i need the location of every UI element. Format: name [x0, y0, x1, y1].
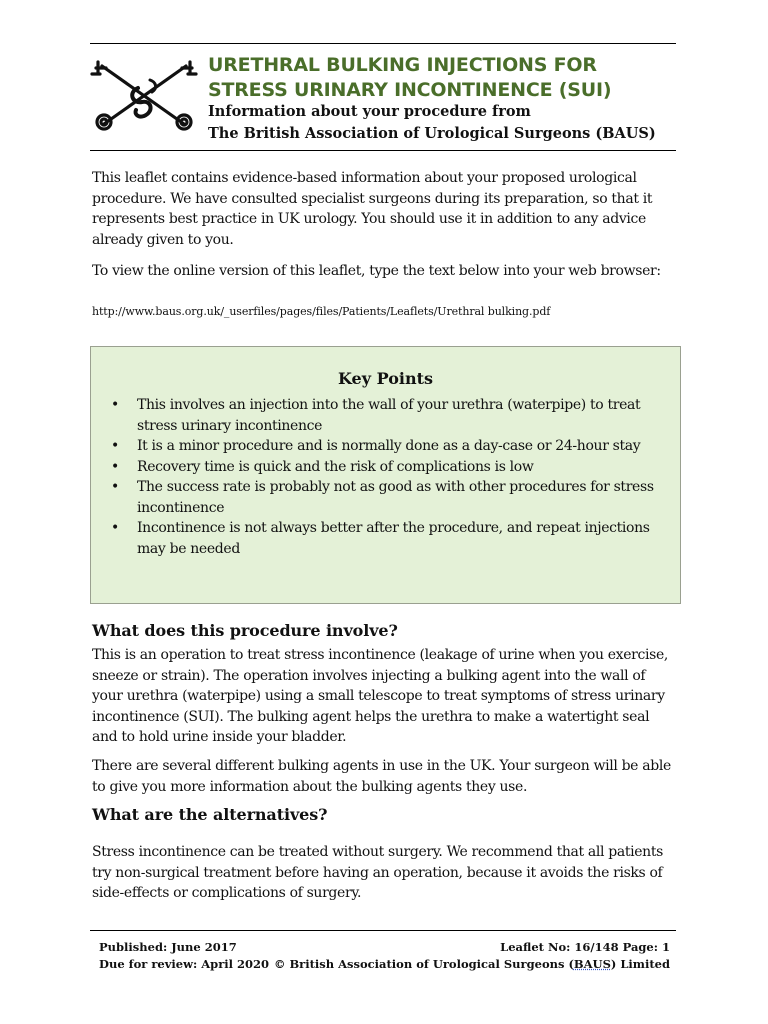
section-heading-procedure: What does this procedure involve? — [92, 621, 398, 640]
key-point-text: Incontinence is not always better after the procedure, and repeat injections may be needed — [137, 520, 650, 557]
subtitle-line-2: The British Association of Urological Surgeons (BAUS) — [208, 125, 656, 142]
bullet-icon: • — [111, 438, 119, 454]
bullet-icon: • — [111, 458, 119, 475]
procedure-paragraph-2: There are several different bulking agents in use in the UK. Your surgeon will be able to give you more information about the bulking agents they use. — [92, 758, 671, 795]
copyright-text-start: © British Association of Urological Surgeons ( — [273, 957, 574, 971]
key-point-text: This involves an injection into the wall of your urethra (waterpipe) to treat stress urinary incontinence — [137, 397, 641, 434]
key-point-text: The success rate is probably not as good as with other procedures for stress incontinence — [137, 479, 654, 516]
footer-published-date: Published: June 2017 — [99, 940, 237, 954]
key-points-box — [90, 346, 681, 604]
footer-rule — [90, 930, 676, 931]
key-point-text: It is a minor procedure and is normally done as a day-case or 24-hour stay — [137, 438, 641, 454]
list-item — [109, 477, 669, 518]
subtitle-line-1: Information about your procedure from — [208, 103, 531, 120]
intro-paragraph-2: To view the online version of this leaflet, type the text below into your web browser: — [92, 263, 661, 279]
footer-review-date: Due for review: April 2020 — [99, 957, 269, 971]
bullet-icon: • — [111, 520, 119, 536]
bullet-icon: • — [111, 397, 119, 413]
footer-copyright — [274, 955, 670, 973]
alternatives-paragraph-1: Stress incontinence can be treated without surgery. We recommend that all patients try non-surgical treatment before having an operation, because it avoids the risks of side-effects or complications of surgery. — [92, 844, 663, 901]
copyright-text-end: ) Limited — [610, 957, 670, 971]
key-points-list — [109, 395, 669, 559]
list-item — [109, 395, 669, 436]
baus-crossed-keys-logo-icon — [88, 58, 200, 134]
document-title-line-2: STRESS URINARY INCONTINENCE (SUI) — [208, 79, 612, 101]
top-rule — [90, 43, 676, 44]
baus-link[interactable]: BAUS — [573, 957, 611, 971]
document-title-line-1: URETHRAL BULKING INJECTIONS FOR — [208, 54, 597, 76]
list-item — [109, 518, 669, 559]
key-points-title: Key Points — [338, 369, 433, 388]
footer-leaflet-number: Leaflet No: 16/148 Page: 1 — [500, 940, 670, 954]
list-item — [109, 436, 669, 457]
section-heading-alternatives: What are the alternatives? — [92, 805, 328, 824]
intro-paragraph-1: This leaflet contains evidence-based information about your proposed urological procedure. We have consulted specialist surgeons during its preparation, so that it represents best practice in UK urology. You should use it in addition to any advice already given to you. — [92, 170, 653, 248]
list-item — [109, 457, 669, 478]
bullet-icon: • — [111, 479, 119, 495]
online-leaflet-url[interactable]: http://www.baus.org.uk/_userfiles/pages/files/Patients/Leaflets/Urethral bulking.pdf — [92, 305, 551, 318]
procedure-paragraph-1: This is an operation to treat stress incontinence (leakage of urine when you exercise, sneeze or strain). The operation involves injecting a bulking agent into the wall of your urethra (waterpipe) using a small telescope to treat symptoms of stress urinary incontinence (SUI). The bulking agent helps the urethra to make a watertight seal and to hold urine inside your bladder. — [92, 647, 668, 745]
key-point-text: Recovery time is quick and the risk of complications is low — [137, 458, 534, 475]
header-bottom-rule — [90, 150, 676, 151]
